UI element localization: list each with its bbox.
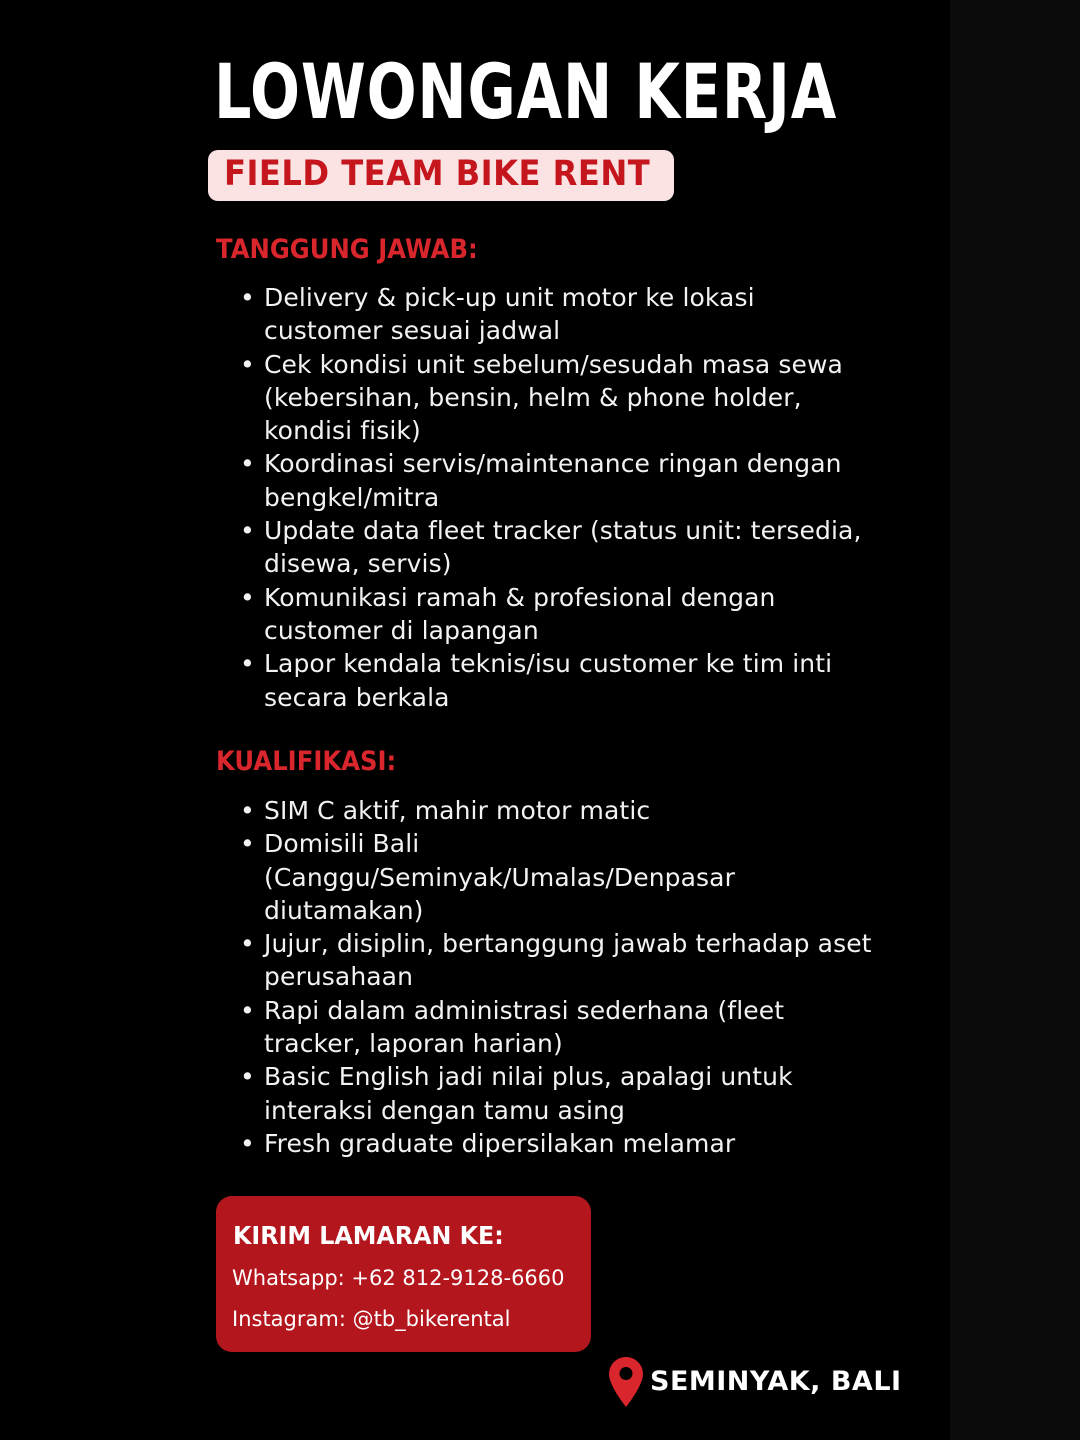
list-item: • Cek kondisi unit sebelum/sesudah masa sewa (kebersihan, bensin, helm & phone holder, kondisi fisik) <box>240 348 880 448</box>
responsibilities-heading: TANGGUNG JAWAB: <box>216 234 478 265</box>
responsibilities-list <box>240 281 880 714</box>
list-item: • Delivery & pick-up unit motor ke lokasi customer sesuai jadwal <box>240 281 880 348</box>
list-item: • Update data fleet tracker (status unit: tersedia, disewa, servis) <box>240 514 880 581</box>
list-item: • Rapi dalam administrasi sederhana (fleet tracker, laporan harian) <box>240 994 880 1061</box>
poster-title: LOWONGAN KERJA <box>214 47 838 136</box>
map-pin-icon <box>608 1356 644 1408</box>
location-label: SEMINYAK, BALI <box>650 1366 902 1397</box>
apply-heading: KIRIM LAMARAN KE: <box>233 1221 504 1250</box>
list-item: • Komunikasi ramah & profesional dengan customer di lapangan <box>240 581 880 648</box>
list-item: • Lapor kendala teknis/isu customer ke tim inti secara berkala <box>240 647 880 714</box>
whatsapp-contact: Whatsapp: +62 812-9128-6660 <box>232 1266 565 1290</box>
location <box>608 1354 902 1410</box>
list-item: • Domisili Bali (Canggu/Seminyak/Umalas/Denpasar diutamakan) <box>240 827 880 927</box>
list-item: • Basic English jadi nilai plus, apalagi untuk interaksi dengan tamu asing <box>240 1060 880 1127</box>
side-strip <box>950 0 1080 1440</box>
qualifications-heading: KUALIFIKASI: <box>216 746 397 777</box>
list-item: • SIM C aktif, mahir motor matic <box>240 794 880 827</box>
list-item: • Fresh graduate dipersilakan melamar <box>240 1127 880 1160</box>
list-item: • Koordinasi servis/maintenance ringan dengan bengkel/mitra <box>240 447 880 514</box>
list-item: • Jujur, disiplin, bertanggung jawab terhadap aset perusahaan <box>240 927 880 994</box>
poster-subtitle: FIELD TEAM BIKE RENT <box>224 154 651 194</box>
qualifications-list <box>240 794 880 1160</box>
instagram-contact: Instagram: @tb_bikerental <box>232 1307 511 1331</box>
